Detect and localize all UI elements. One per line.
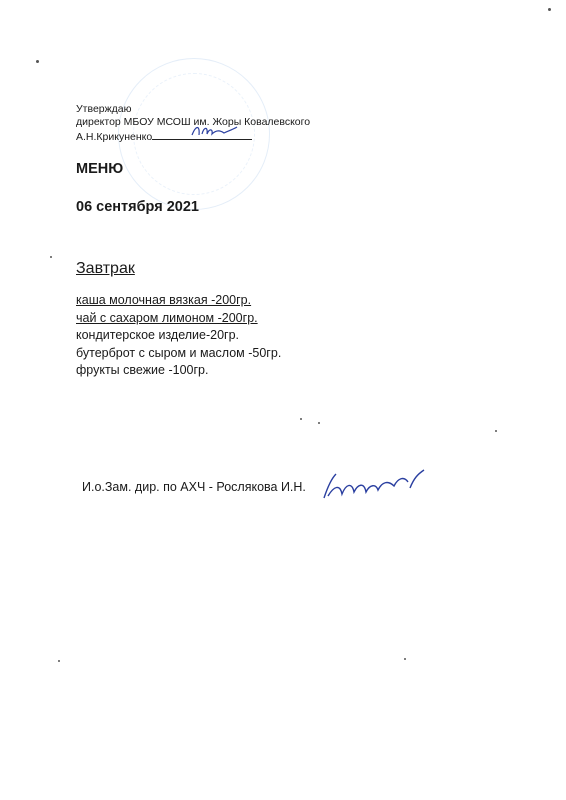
approval-heading: Утверждаю bbox=[76, 103, 132, 115]
meal-heading: Завтрак bbox=[76, 260, 135, 277]
menu-item: бутерброт с сыром и маслом -50гр. bbox=[76, 345, 282, 360]
deputy-signature bbox=[318, 468, 438, 508]
menu-item: чай с сахаром лимоном -200гр. bbox=[76, 310, 258, 325]
scan-speck bbox=[404, 658, 406, 660]
scan-speck bbox=[50, 256, 52, 258]
approval-position: директор МБОУ МСОШ им. Жоры Ковалевского bbox=[76, 116, 311, 128]
approval-name: А.Н.Крикуненко bbox=[76, 131, 153, 143]
menu-date: 06 сентября 2021 bbox=[76, 199, 199, 215]
menu-item: кондитерское изделие-20гр. bbox=[76, 328, 240, 342]
footer-signatory: И.о.Зам. дир. по АХЧ - Рослякова И.Н. bbox=[82, 480, 306, 494]
scan-speck bbox=[495, 430, 497, 432]
scan-speck bbox=[58, 660, 60, 662]
signature-line bbox=[152, 129, 252, 140]
director-signature bbox=[190, 121, 240, 141]
scan-speck bbox=[300, 418, 302, 420]
menu-item: фрукты свежие -100гр. bbox=[76, 363, 209, 377]
menu-item: каша молочная вязкая -200гр. bbox=[76, 293, 252, 307]
scan-speck bbox=[36, 60, 39, 63]
menu-items-list bbox=[76, 292, 281, 380]
approval-block bbox=[76, 103, 310, 144]
page-title: МЕНЮ bbox=[76, 161, 124, 177]
scan-speck bbox=[318, 422, 320, 424]
scan-speck bbox=[548, 8, 551, 11]
approval-signatory bbox=[76, 129, 310, 144]
